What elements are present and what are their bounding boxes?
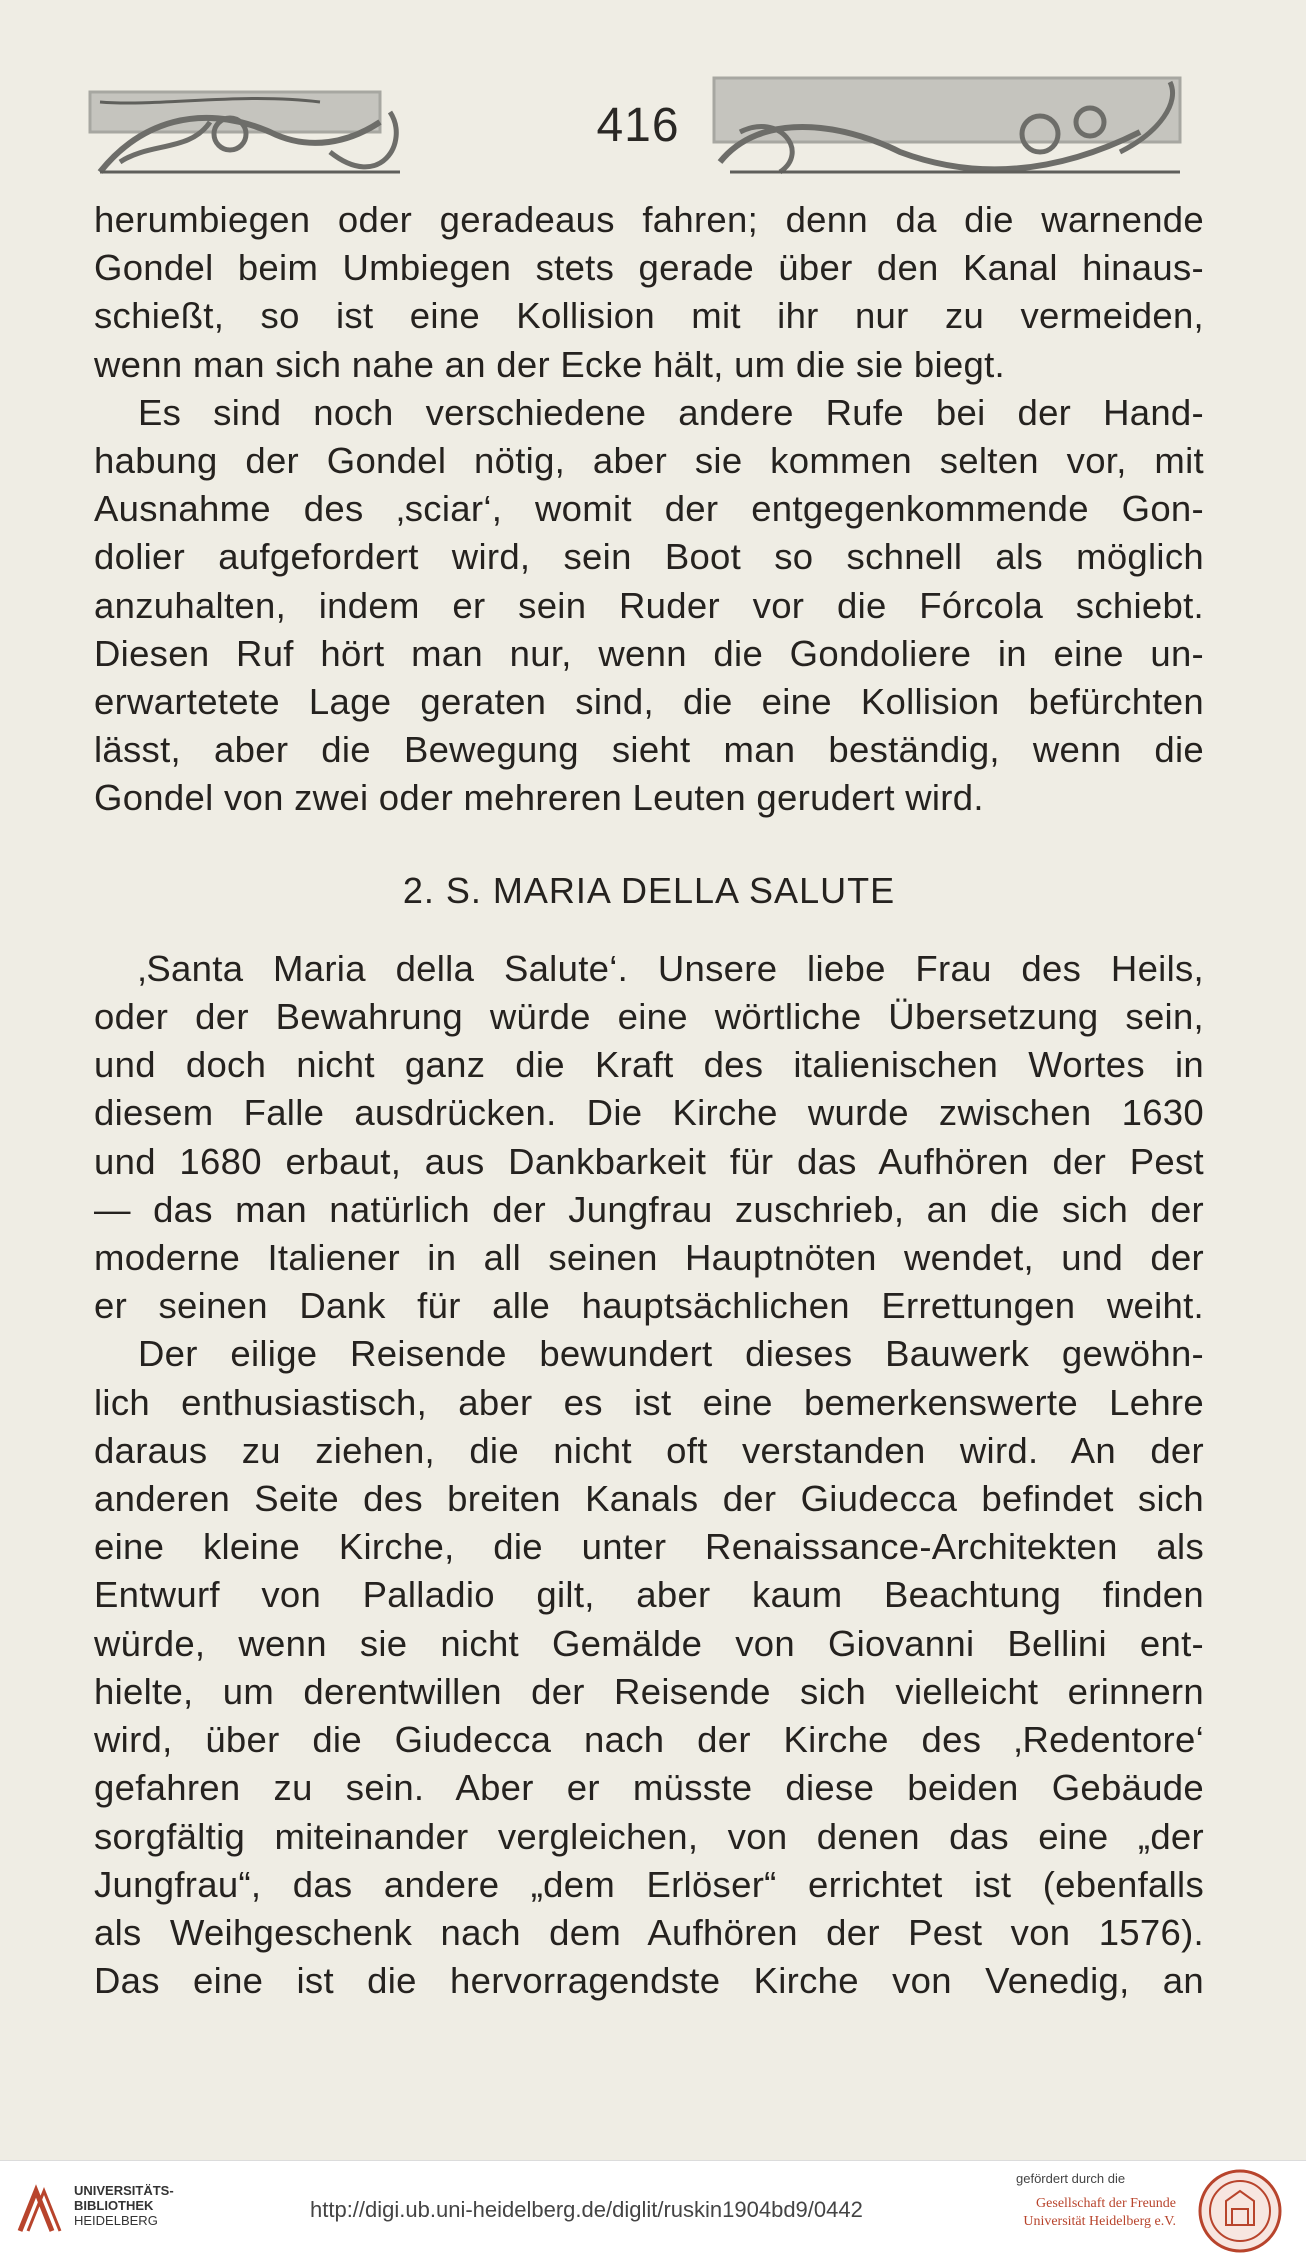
library-line: BIBLIOTHEK	[74, 2198, 154, 2213]
text-line: lich enthusiastisch, aber es ist eine bemerkenswerte Lehre	[94, 1381, 1204, 1423]
text-line: Der eilige Reisende bewundert dieses Bauwerk gewöhn-	[138, 1333, 1204, 1375]
society-line: Gesellschaft der Freunde	[1036, 2196, 1176, 2211]
section-title: 2. S. MARIA DELLA SALUTE	[402, 869, 896, 911]
text-line: Das eine ist die hervorragendste Kirche von Venedig, an	[94, 1960, 1204, 2002]
society-line: Universität Heidelberg e.V.	[1023, 2214, 1176, 2229]
text-line: diesem Falle ausdrücken. Die Kirche wurde zwischen 1630	[94, 1092, 1204, 1134]
library-line: HEIDELBERG	[74, 2213, 158, 2228]
text-line: und 1680 erbaut, aus Dankbarkeit für das Aufhören der Pest	[94, 1140, 1204, 1182]
text-line: erwartetete Lage geraten sind, die eine Kollision befürchten	[94, 681, 1204, 723]
text-line: würde, wenn sie nicht Gemälde von Giovanni Bellini ent-	[94, 1622, 1204, 1664]
permalink-url[interactable]: http://digi.ub.uni-heidelberg.de/diglit/ruskin1904bd9/0442	[310, 2197, 863, 2222]
footer-bar	[0, 2160, 1306, 2255]
text-line: anderen Seite des breiten Kanals der Giudecca befindet sich	[94, 1478, 1204, 1520]
text-line: schießt, so ist eine Kollision mit ihr nur zu vermeiden,	[94, 295, 1204, 337]
paragraph-3	[94, 945, 1204, 1331]
text-line: dolier aufgefordert wird, sein Boot so schnell als möglich	[94, 536, 1204, 578]
text-line: eine kleine Kirche, die unter Renaissance-Architekten als	[94, 1526, 1204, 1568]
library-logo-icon	[14, 2181, 66, 2241]
text-line: oder der Bewahrung würde eine wörtliche Übersetzung sein,	[94, 996, 1204, 1038]
text-line: wird, über die Giudecca nach der Kirche des ‚Redentore‘	[94, 1719, 1204, 1761]
text-line: anzuhalten, indem er sein Ruder vor die Fórcola schiebt.	[94, 584, 1204, 626]
library-name	[74, 2183, 174, 2228]
text-line: Entwurf von Palladio gilt, aber kaum Beachtung finden	[94, 1574, 1204, 1616]
funded-by-label: gefördert durch die	[1016, 2171, 1126, 2186]
text-line: Gondel von zwei oder mehreren Leuten gerudert wird.	[94, 777, 984, 819]
text-line: Jungfrau“, das andere „dem Erlöser“ errichtet ist (ebenfalls	[94, 1863, 1204, 1905]
text-line: daraus zu ziehen, die nicht oft verstanden wird. An der	[94, 1429, 1204, 1471]
text-line: habung der Gondel nötig, aber sie kommen selten vor, mit	[94, 440, 1204, 482]
society-name	[1008, 2195, 1176, 2231]
text-line: — das man natürlich der Jungfrau zuschrieb, an die sich der	[94, 1188, 1204, 1230]
library-line: UNIVERSITÄTS-	[74, 2183, 174, 2198]
page-header	[80, 62, 1196, 192]
body-text	[94, 196, 1204, 2005]
text-line: Es sind noch verschiedene andere Rufe bei der Hand-	[138, 391, 1204, 433]
text-line: als Weihgeschenk nach dem Aufhören der Pest von 1576).	[94, 1911, 1204, 1953]
text-line: herumbiegen oder geradeaus fahren; denn da die warnende	[94, 199, 1204, 240]
text-line: moderne Italiener in all seinen Hauptnöten wendet, und der	[94, 1237, 1204, 1279]
text-line: lässt, aber die Bewegung sieht man beständig, wenn die	[94, 729, 1204, 771]
paragraph-4	[94, 1330, 1204, 2005]
text-line: ‚Santa Maria della Salute‘. Unsere liebe Frau des Heils,	[138, 947, 1204, 989]
university-seal-icon	[1196, 2167, 1284, 2255]
text-line: gefahren zu sein. Aber er müsste diese beiden Gebäude	[94, 1767, 1204, 1809]
paragraph-2	[94, 389, 1204, 823]
text-line: Diesen Ruf hört man nur, wenn die Gondoliere in eine un-	[94, 632, 1204, 674]
text-line: Gondel beim Umbiegen stets gerade über den Kanal hinaus-	[94, 247, 1204, 289]
text-line: und doch nicht ganz die Kraft des italienischen Wortes in	[94, 1044, 1204, 1086]
text-line: sorgfältig miteinander vergleichen, von denen das eine „der	[94, 1815, 1204, 1857]
text-line: wenn man sich nahe an der Ecke hält, um die sie biegt.	[94, 343, 1005, 385]
page-number: 416	[596, 99, 680, 152]
text-line: hielte, um derentwillen der Reisende sich vielleicht erinnern	[94, 1670, 1204, 1712]
paragraph-1	[94, 196, 1204, 389]
text-line: Ausnahme des ‚sciar‘, womit der entgegenkommende Gon-	[94, 488, 1204, 530]
text-line: er seinen Dank für alle hauptsächlichen Errettungen weiht.	[94, 1285, 1204, 1327]
